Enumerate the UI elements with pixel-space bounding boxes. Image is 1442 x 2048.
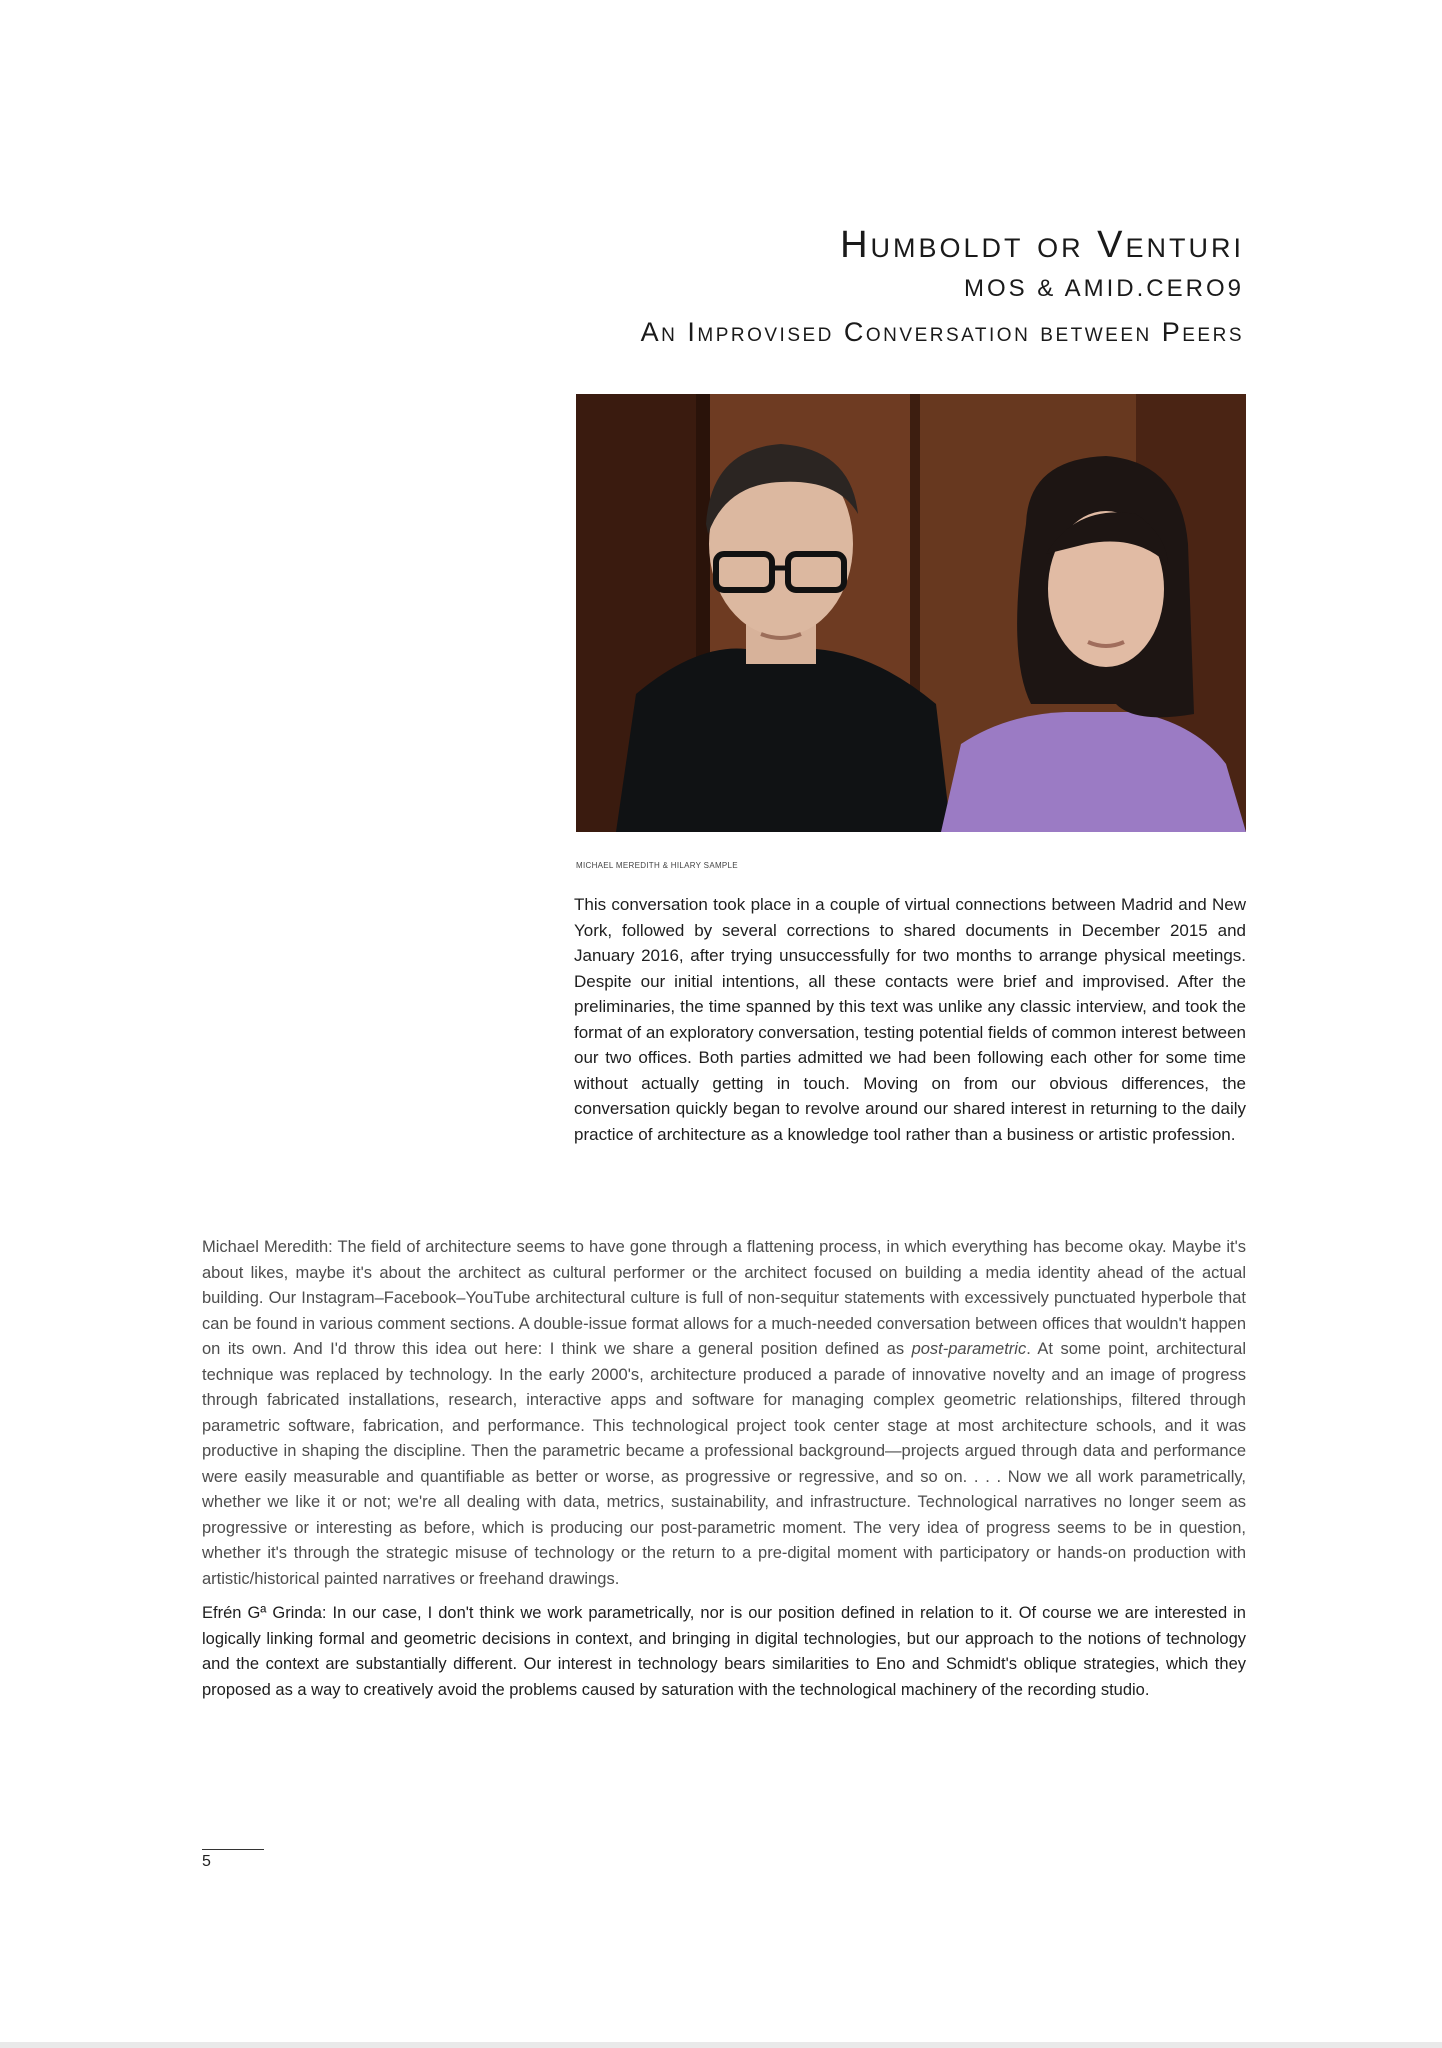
article-tagline: An Improvised Conversation between Peers — [640, 317, 1244, 347]
footer-rule — [202, 1849, 264, 1850]
title-block — [641, 222, 1244, 352]
portrait-photo — [576, 394, 1246, 832]
article-subtitle: MOS & AMID.CERO9 — [963, 275, 1244, 302]
emphasis-term: post-parametric — [911, 1340, 1027, 1358]
paragraph-michael-meredith — [202, 1235, 1246, 1592]
viewer-bottom-edge — [0, 2042, 1442, 2048]
dialogue-section — [202, 1235, 1246, 1712]
article-title: Humboldt or Venturi — [840, 224, 1244, 266]
photo-caption: MICHAEL MEREDITH & HILARY SAMPLE — [576, 861, 738, 870]
intro-paragraph: This conversation took place in a couple of virtual connections between Madrid and New York, followed by several corrections to shared documents in December 2015 and January 2016, after trying unsuccessfully for two months to arrange physical meetings. Despite our initial intentions, all these contacts were brief and improvised. After the preliminaries, the time spanned by this text was unlike any classic interview, and took the format of an exploratory conversation, testing potential fields of common interest between our two offices. Both parties admitted we had been following each other for some time without actually getting in touch. Moving on from our obvious differences, the conversation quickly began to revolve around our shared interest in returning to the daily practice of architecture as a knowledge tool rather than a business or artistic profession. — [574, 895, 1246, 1144]
page-number: 5 — [202, 1853, 211, 1870]
paragraph-efren-grinda: Efrén Gª Grinda: In our case, I don't think we work parametrically, nor is our position defined in relation to it. Of course we are interested in logically linking formal and geometric decisions in context, and bringing in digital technologies, but our approach to the notions of technology and the context are substantially different. Our interest in technology bears similarities to Eno and Schmidt's oblique strategies, which they proposed as a way to creatively avoid the problems caused by saturation with the technological machinery of the recording studio. — [202, 1604, 1246, 1699]
paragraph-text: Michael Meredith: The field of architecture seems to have gone through a flattening process, in which everything has become okay. Maybe it's about likes, maybe it's about the architect as cultural performer or the architect focused on building a media identity ahead of the actual building. Our Instagram–Facebook–YouTube architectural culture is full of non-sequitur statements with excessively punctuated hyperbole that can be found in various comment sections. A double-issue format allows for a much-needed conversation between offices that wouldn't happen on its own. And I'd throw this idea out here: I think we share a general position defined as — [202, 1238, 1246, 1358]
paragraph-text-continued: . At some point, architectural technique was replaced by technology. In the early 2000's, architecture produced a parade of innovative novelty and an image of progress through fabricated installations, research, interactive apps and software for managing complex geometric relationships, filtered through parametric software, fabrication, and performance. This technological project took center stage at most architecture schools, and it was productive in shaping the discipline. Then the parametric became a professional background—projects argued through data and performance were easily measurable and quantifiable as better or worse, as progressive or regressive, and so on. . . . Now we all work parametrically, whether we like it or not; we're all dealing with data, metrics, sustainability, and infrastructure. Technological narratives no longer seem as progressive or interesting as before, which is producing our post-parametric moment. The very idea of progress seems to be in question, whether it's through the strategic misuse of technology or the return to a pre-digital moment with participatory or hands-on production with artistic/historical painted narratives or freehand drawings. — [202, 1340, 1247, 1588]
